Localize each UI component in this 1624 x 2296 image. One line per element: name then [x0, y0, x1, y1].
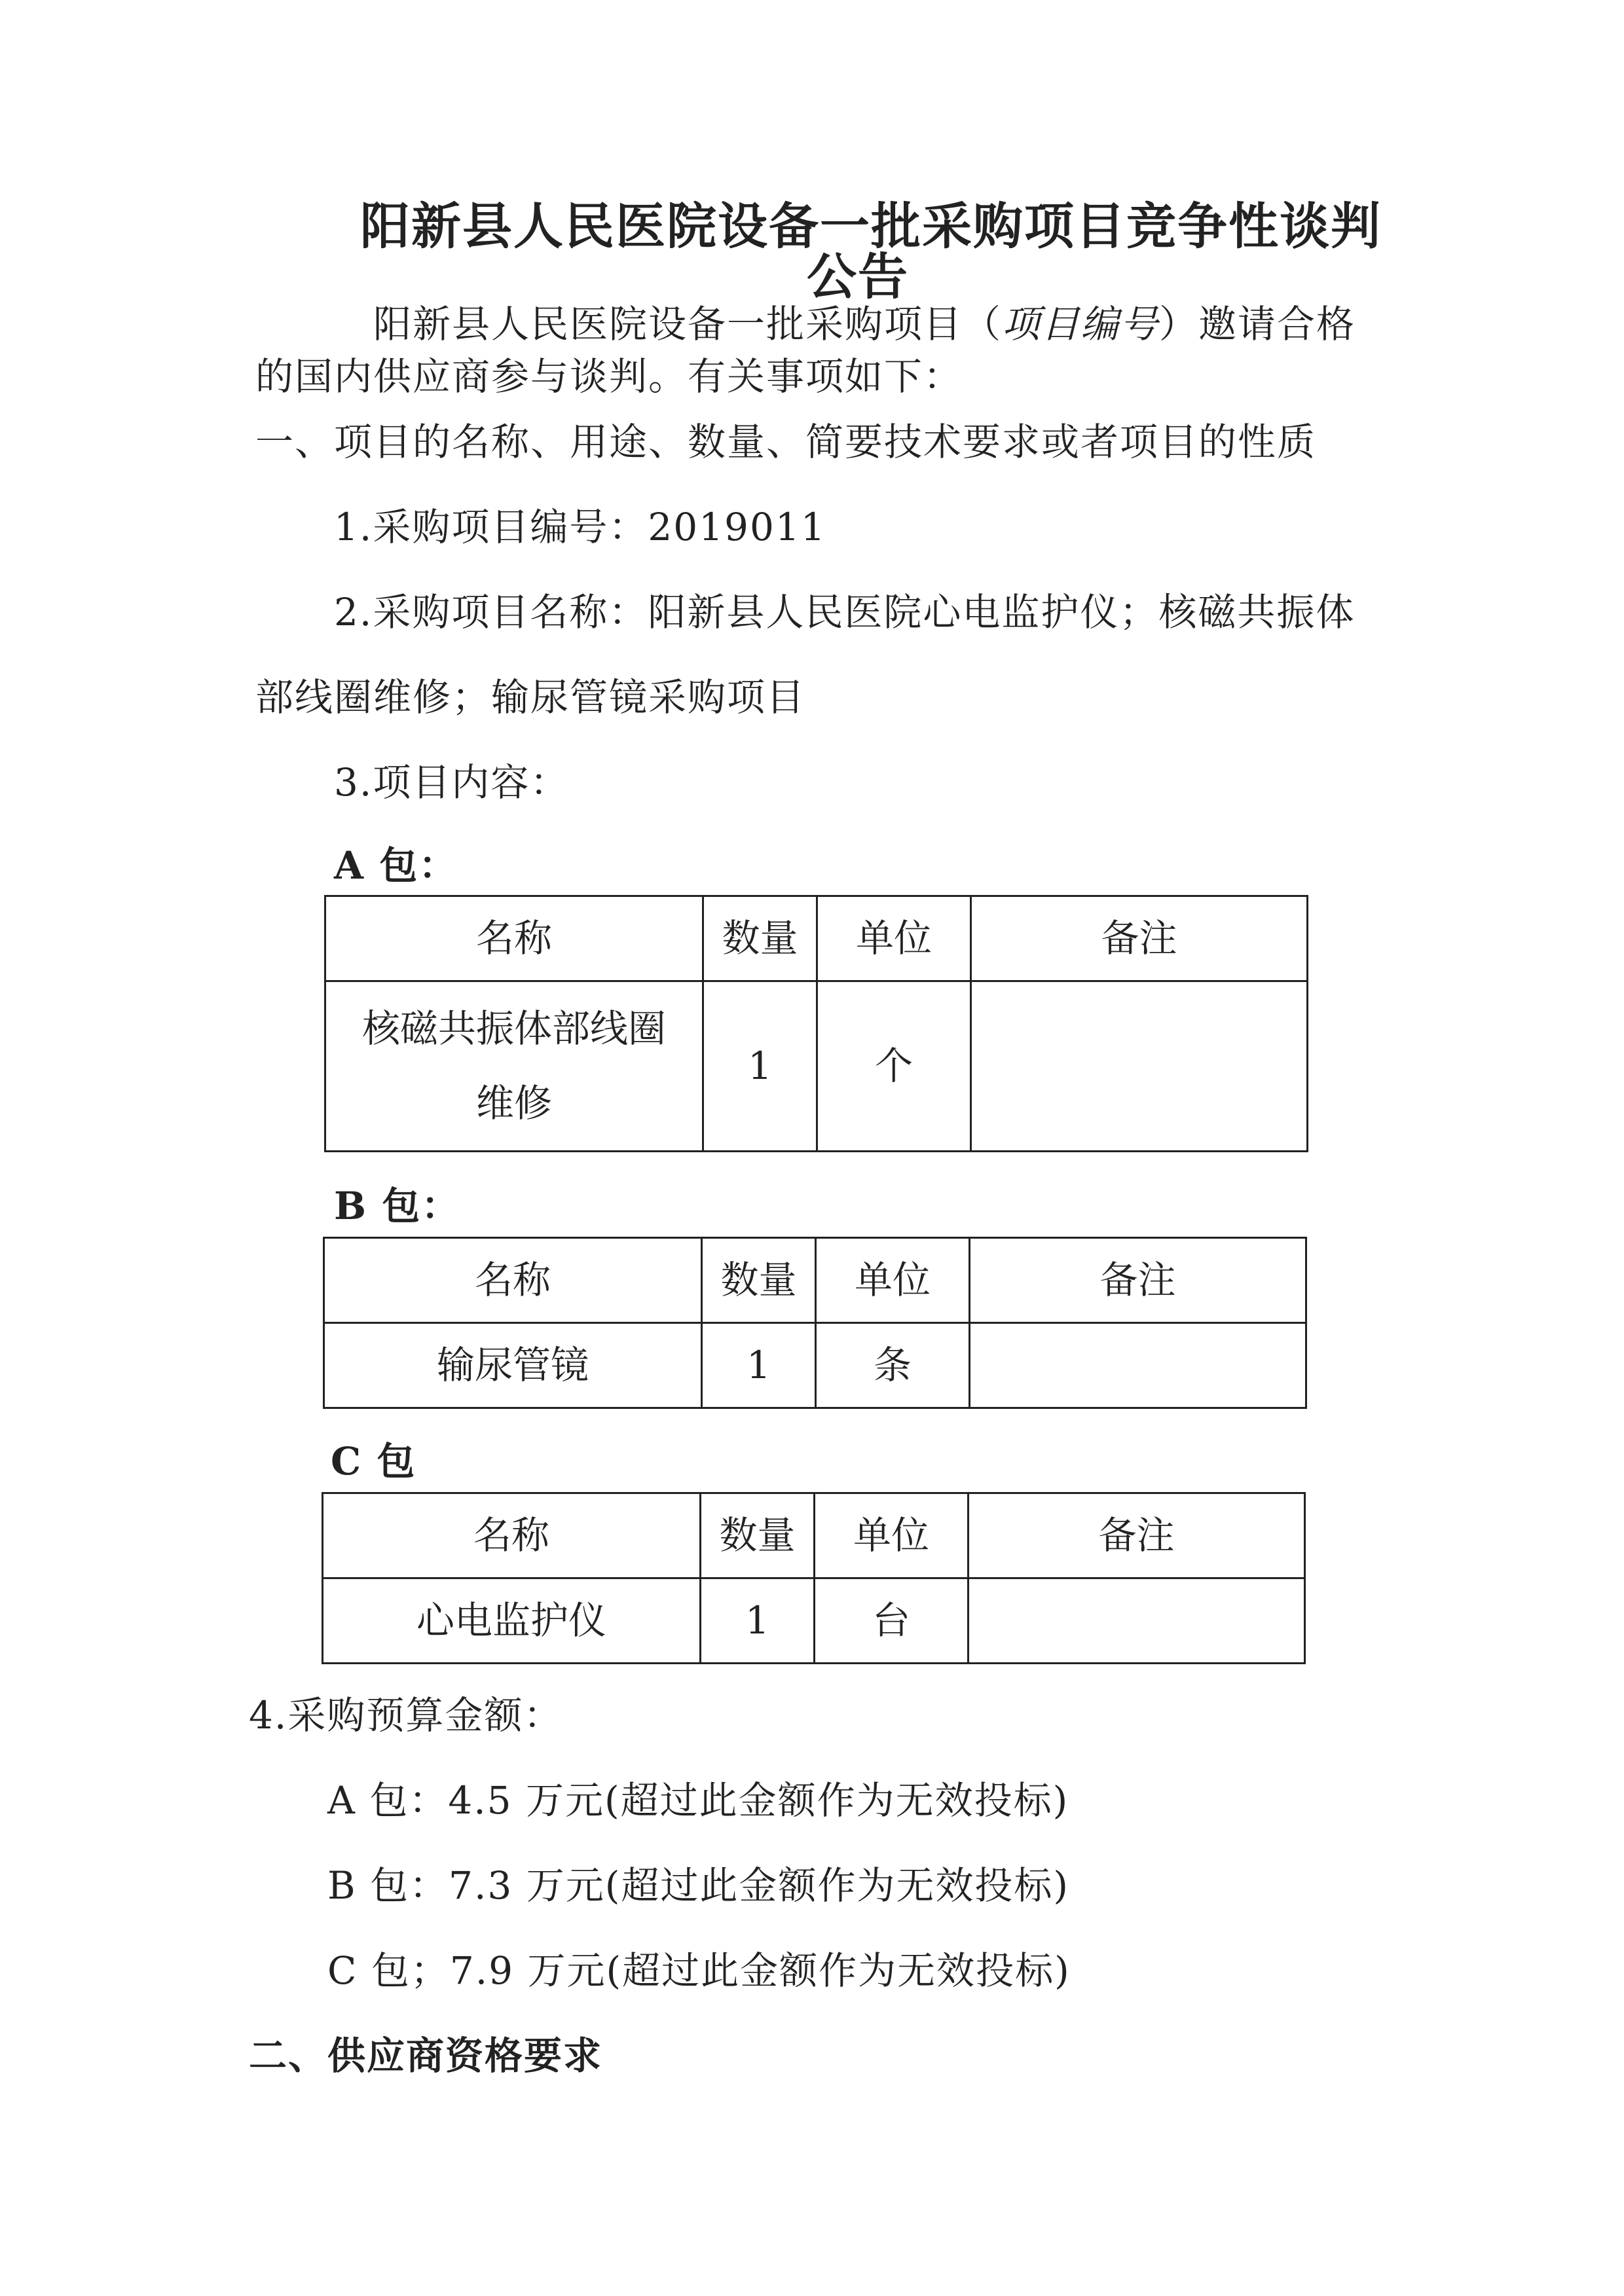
table-row — [325, 981, 1308, 1152]
cell-name-line1: 核磁共振体部线圈 — [361, 1006, 666, 1051]
package-a-label: A 包： — [334, 843, 458, 888]
section1-item2-line1: 2.采购项目名称：阳新县人民医院心电监护仪；核磁共振体 — [334, 590, 1356, 634]
page-title-line1: 阳新县人民医院设备一批采购项目竞争性谈判 — [360, 197, 1382, 255]
header-unit: 单位 — [817, 896, 971, 981]
cell-name: 输尿管镜 — [324, 1323, 702, 1408]
cell-note — [971, 981, 1308, 1152]
budget-line-b: B 包：7.3 万元(超过此金额作为无效投标) — [327, 1863, 1069, 1908]
intro-paragraph-line2: 的国内供应商参与谈判。有关事项如下： — [255, 354, 963, 399]
table-header-row — [325, 896, 1308, 981]
table-header-row — [324, 1238, 1306, 1323]
budget-heading: 4.采购预算金额： — [249, 1693, 563, 1738]
intro-text-pre: 阳新县人民医院设备一批采购项目（ — [373, 302, 1003, 346]
cell-name-line2: 维修 — [475, 1080, 552, 1125]
package-b-table — [323, 1237, 1307, 1409]
cell-quantity: 1 — [701, 1578, 815, 1664]
cell-unit: 台 — [815, 1578, 969, 1664]
package-a-table — [324, 895, 1308, 1152]
header-name: 名称 — [323, 1493, 701, 1578]
cell-quantity: 1 — [703, 981, 817, 1152]
intro-paragraph-line1 — [373, 293, 1356, 348]
header-quantity: 数量 — [703, 896, 817, 981]
section1-heading: 一、项目的名称、用途、数量、简要技术要求或者项目的性质 — [255, 420, 1317, 464]
package-c-label: C 包 — [331, 1439, 416, 1484]
header-note: 备注 — [971, 896, 1308, 981]
header-unit: 单位 — [815, 1493, 969, 1578]
budget-line-a: A 包：4.5 万元(超过此金额作为无效投标) — [327, 1778, 1069, 1823]
package-c-table — [322, 1492, 1306, 1664]
cell-note — [970, 1323, 1306, 1408]
header-quantity: 数量 — [701, 1493, 815, 1578]
package-b-label: B 包： — [334, 1184, 461, 1228]
table-row — [323, 1578, 1305, 1664]
intro-project-number-placeholder: 项目编号 — [1002, 302, 1160, 346]
header-note: 备注 — [970, 1238, 1306, 1323]
section1-item3: 3.项目内容： — [334, 760, 570, 805]
intro-text-post: ）邀请合格 — [1159, 302, 1356, 346]
cell-quantity: 1 — [702, 1323, 816, 1408]
header-note: 备注 — [969, 1493, 1305, 1578]
cell-unit: 个 — [817, 981, 971, 1152]
section2-heading: 二、供应商资格要求 — [249, 2033, 603, 2078]
budget-line-c: C 包；7.9 万元(超过此金额作为无效投标) — [327, 1948, 1071, 1993]
header-name: 名称 — [325, 896, 703, 981]
cell-name — [325, 981, 703, 1152]
cell-unit: 条 — [816, 1323, 970, 1408]
section1-item2-line2: 部线圈维修；输尿管镜采购项目 — [255, 675, 806, 720]
table-row — [324, 1323, 1306, 1408]
cell-name: 心电监护仪 — [323, 1578, 701, 1664]
header-unit: 单位 — [816, 1238, 970, 1323]
table-header-row — [323, 1493, 1305, 1578]
header-name: 名称 — [324, 1238, 702, 1323]
section1-item1-project-number: 1.采购项目编号：2019011 — [334, 505, 826, 549]
cell-note — [969, 1578, 1305, 1664]
header-quantity: 数量 — [702, 1238, 816, 1323]
page-title-line2: 公告 — [807, 247, 909, 306]
